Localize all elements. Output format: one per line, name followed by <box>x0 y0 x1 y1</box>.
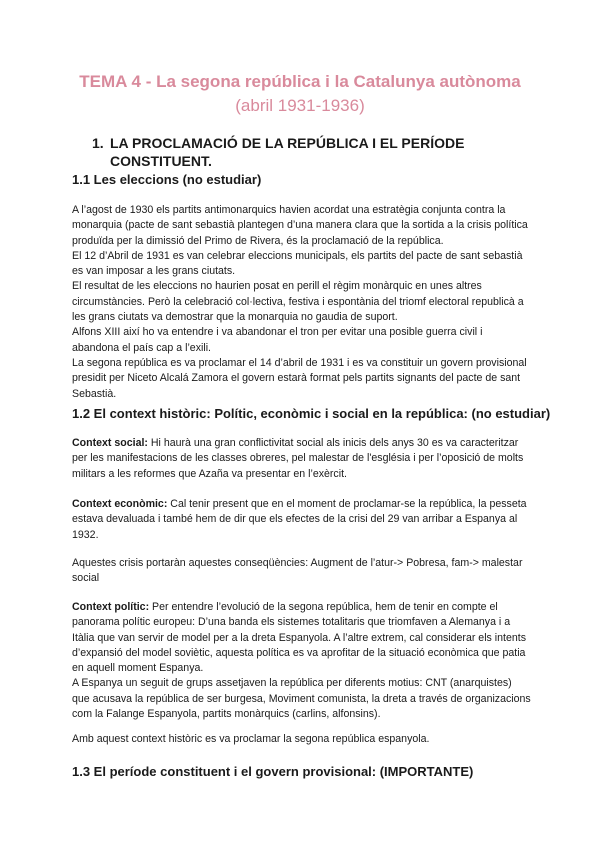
paragraph: El 12 d’Abril de 1931 es van celebrar eleccions municipals, els partits del pacte de sant sebastià es van imposar a les grans ciutats. <box>72 249 523 278</box>
section-1-number: 1. <box>92 135 104 151</box>
context-economic-text: Cal tenir present que en el moment de proclamar-se la república, la pesseta estava devaluada i també hem de dir que els efectes de la crisi del 29 van arribar a Espanya al 1932. <box>72 498 527 541</box>
context-social-text: Hi haurà una gran conflictivitat social als inicis dels anys 30 es va caracteritzar per les manifestacions de les classes obreres, pel malestar de l'església i per l’oposició de molts militars a les reformes que Azaña va presentar en l’exèrcit. <box>72 437 524 480</box>
document-title-line-2: (abril 1931-1936) <box>235 96 365 115</box>
closing-paragraph: Amb aquest context històric es va proclamar la segona república espanyola. <box>72 733 430 745</box>
context-political-paragraph <box>72 600 532 722</box>
subsection-1-3-heading: 1.3 El període constituent i el govern provisional: (IMPORTANTE) <box>72 764 474 779</box>
crisis-consequences-paragraph: Aquestes crisis portaràn aquestes conseqüències: Augment de l’atur-> Pobresa, fam-> malestar social <box>72 557 523 585</box>
context-political-label: Context polític: <box>72 601 150 613</box>
subsection-1-2-heading: 1.2 El context històric: Polític, econòmic i social en la república: (no estudiar) <box>72 406 551 421</box>
subsection-1-1-body <box>72 203 532 402</box>
section-1-title: LA PROCLAMACIÓ DE LA REPÚBLICA I EL PERÍODE CONSTITUENT. <box>110 135 465 169</box>
paragraph: Alfons XIII així ho va entendre i va abandonar el tron per evitar una posible guerra civil i abandona el país cap a l’exili. <box>72 326 483 354</box>
paragraph: A l’agost de 1930 els partits antimonarquics havien acordat una estratègia conjunta contra la monarquia (pacte de sant sebastià plantegen d’una manera clara que la sortida a la crisis política produïda per la dimissió del Primo de Rivera, és la proclamació de la república. <box>72 204 528 247</box>
context-social-paragraph <box>72 436 532 482</box>
paragraph: La segona república es va proclamar el 14 d’abril de 1931 i es va constituir un govern provisional presidit per Niceto Alcalá Zamora el govern estarà format pels partits signants del pacte de sant Sebastià. <box>72 356 527 400</box>
paragraph: El resultat de les eleccions no haurien posat en perill el règim monàrquic en unes altres circumstàncies. Però la celebració col·lectiva, festiva i espontània del triomf electoral republicà a les grans ciutats va demostrar que la monarquia no gaudia de suport. <box>72 280 524 324</box>
subsection-1-1-heading: 1.1 Les eleccions (no estudiar) <box>72 172 262 187</box>
document-title-line-1: TEMA 4 - La segona república i la Catalunya autònoma <box>79 72 521 91</box>
context-economic-label: Context econòmic: <box>72 498 168 510</box>
context-social-label: Context social: <box>72 437 148 449</box>
context-economic-paragraph <box>72 497 532 543</box>
paragraph: A Espanya un seguit de grups assetjaven la república per diferents motius: CNT (anarquistes) que acusava la república de ser burgesa, Moviment comunista, la dreta a través de organizacions com la Falange Espanyola, partits monàrquics (carlins, alfonsins). <box>72 677 531 721</box>
section-1-heading <box>92 134 492 170</box>
context-political-text: Per entendre l’evolució de la segona república, hem de tenir en compte el panorama polític europeu: D’una banda els sistemes totalitaris que triomfaven a Alemanya i a Itàlia que van servir de model per a la dreta Espanyola. A l’altre extrem, cal considerar els intents d’expansió del model soviètic, aquesta política es va aprofitar de la situació econòmica que patia en aquell moment Espanya. <box>72 601 526 675</box>
